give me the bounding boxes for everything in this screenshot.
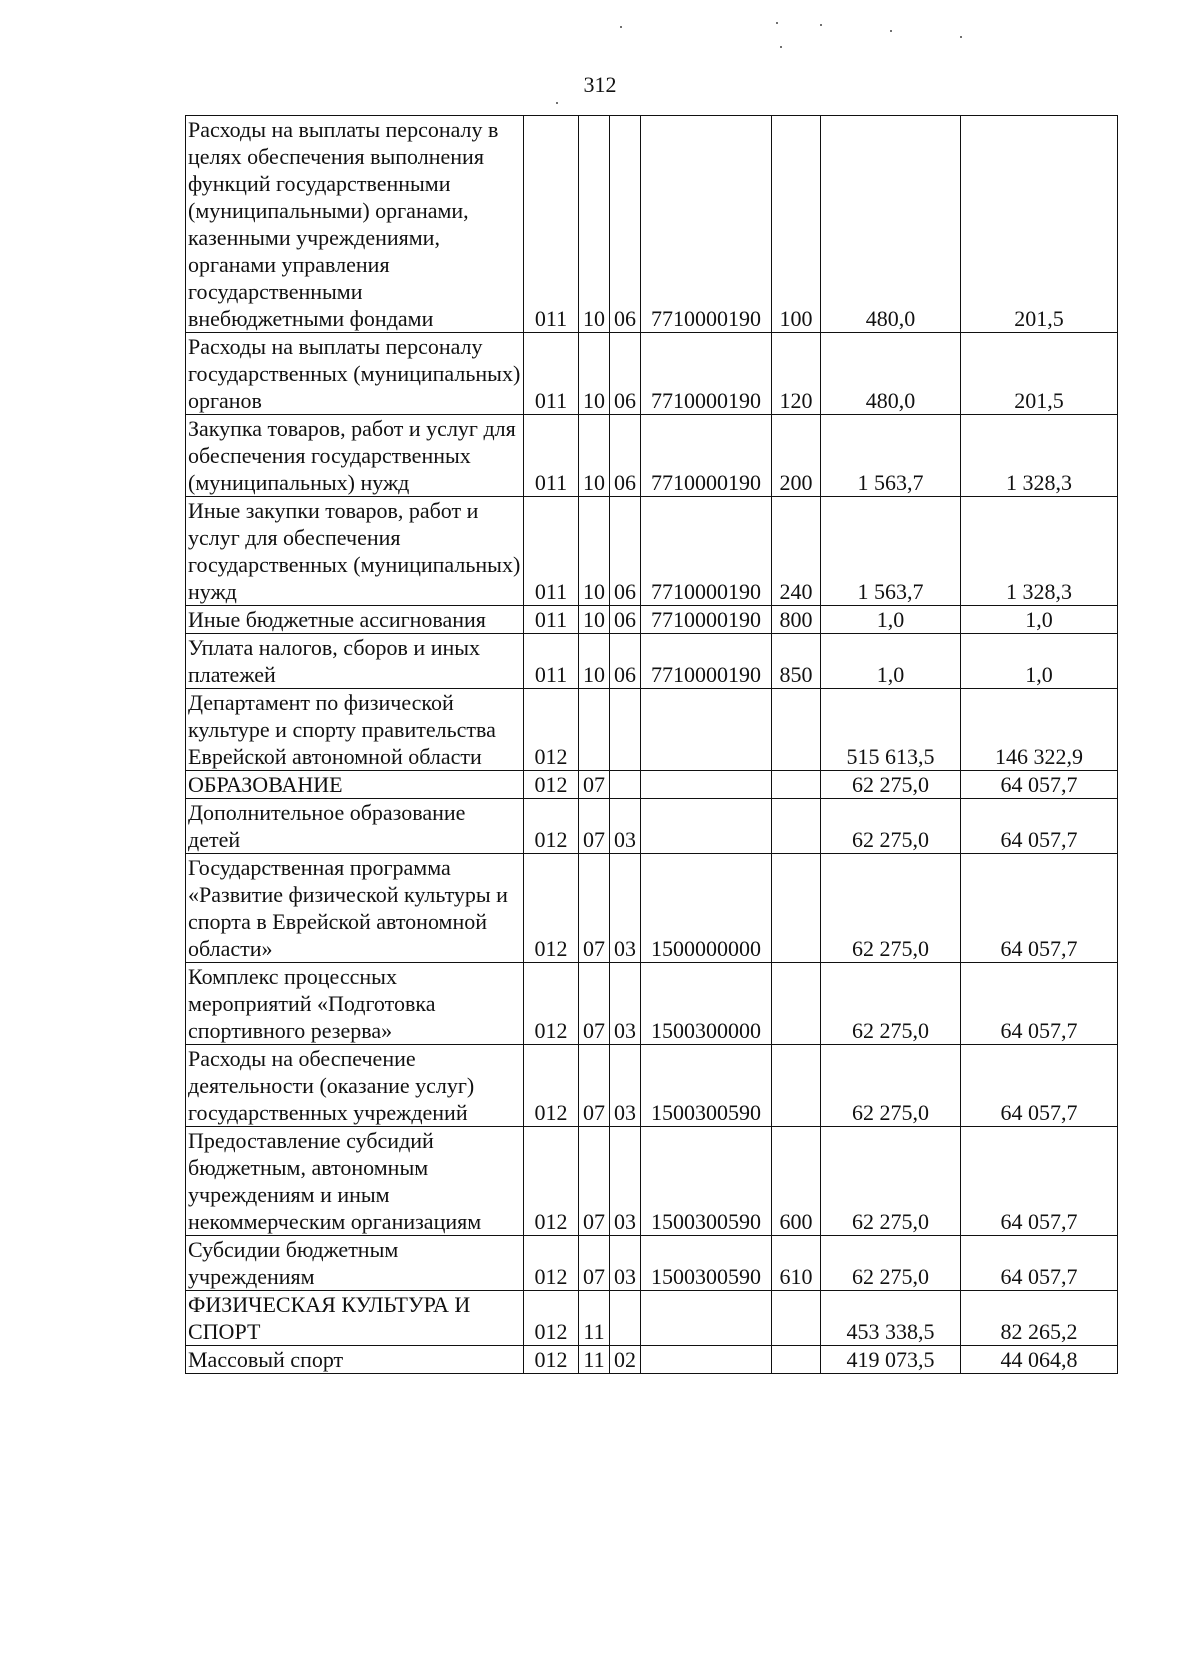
target-article-code: 7710000190	[641, 497, 772, 606]
amount-year-1: 1,0	[821, 606, 961, 634]
ministry-code: 011	[524, 333, 579, 415]
amount-year-1: 515 613,5	[821, 689, 961, 771]
table-row	[186, 1127, 1118, 1236]
subsection-code: 03	[610, 1127, 641, 1236]
target-article-code: 7710000190	[641, 606, 772, 634]
table-row	[186, 854, 1118, 963]
row-name: Расходы на выплаты персоналу в целях обеспечения выполнения функций государственными (муниципальными) органами, казенными учреждениями, органами управления государственными внебюджетными фондами	[186, 116, 524, 333]
amount-year-1: 480,0	[821, 116, 961, 333]
amount-year-2: 1 328,3	[961, 497, 1118, 606]
section-code: 11	[579, 1346, 610, 1374]
section-code: 10	[579, 116, 610, 333]
target-article-code	[641, 771, 772, 799]
table-row	[186, 497, 1118, 606]
budget-table	[185, 115, 1118, 1374]
section-code: 10	[579, 333, 610, 415]
expense-type-code	[772, 799, 821, 854]
row-name: Иные закупки товаров, работ и услуг для обеспечения государственных (муниципальных) нужд	[186, 497, 524, 606]
subsection-code: 06	[610, 116, 641, 333]
subsection-code: 06	[610, 606, 641, 634]
subsection-code: 06	[610, 333, 641, 415]
section-code: 07	[579, 1127, 610, 1236]
section-code: 07	[579, 1236, 610, 1291]
amount-year-2: 64 057,7	[961, 963, 1118, 1045]
ministry-code: 012	[524, 1236, 579, 1291]
row-name: Расходы на выплаты персоналу государственных (муниципальных) органов	[186, 333, 524, 415]
section-code: 10	[579, 634, 610, 689]
table-row	[186, 415, 1118, 497]
table-row	[186, 1291, 1118, 1346]
budget-table-body	[186, 116, 1118, 1374]
target-article-code	[641, 689, 772, 771]
expense-type-code	[772, 1346, 821, 1374]
row-name: Закупка товаров, работ и услуг для обеспечения государственных (муниципальных) нужд	[186, 415, 524, 497]
row-name: ФИЗИЧЕСКАЯ КУЛЬТУРА И СПОРТ	[186, 1291, 524, 1346]
scan-speck	[620, 26, 622, 28]
amount-year-2: 146 322,9	[961, 689, 1118, 771]
row-name: Иные бюджетные ассигнования	[186, 606, 524, 634]
expense-type-code: 610	[772, 1236, 821, 1291]
target-article-code: 7710000190	[641, 116, 772, 333]
ministry-code: 011	[524, 497, 579, 606]
row-name: Массовый спорт	[186, 1346, 524, 1374]
row-name: Уплата налогов, сборов и иных платежей	[186, 634, 524, 689]
section-code: 10	[579, 606, 610, 634]
row-name: Комплекс процессных мероприятий «Подготовка спортивного резерва»	[186, 963, 524, 1045]
expense-type-code	[772, 771, 821, 799]
subsection-code	[610, 1291, 641, 1346]
amount-year-1: 62 275,0	[821, 1236, 961, 1291]
page-number: 312	[583, 72, 617, 97]
table-row	[186, 333, 1118, 415]
ministry-code: 012	[524, 1291, 579, 1346]
subsection-code: 03	[610, 1045, 641, 1127]
amount-year-2: 64 057,7	[961, 799, 1118, 854]
expense-type-code: 200	[772, 415, 821, 497]
target-article-code	[641, 1291, 772, 1346]
subsection-code	[610, 771, 641, 799]
target-article-code	[641, 1346, 772, 1374]
expense-type-code	[772, 854, 821, 963]
scan-speck	[776, 22, 778, 24]
amount-year-1: 62 275,0	[821, 963, 961, 1045]
table-row	[186, 799, 1118, 854]
ministry-code: 012	[524, 963, 579, 1045]
amount-year-2: 201,5	[961, 116, 1118, 333]
ministry-code: 012	[524, 1346, 579, 1374]
expense-type-code	[772, 1291, 821, 1346]
table-row	[186, 606, 1118, 634]
subsection-code: 02	[610, 1346, 641, 1374]
section-code: 07	[579, 799, 610, 854]
amount-year-1: 62 275,0	[821, 799, 961, 854]
amount-year-2: 82 265,2	[961, 1291, 1118, 1346]
section-code: 10	[579, 497, 610, 606]
amount-year-1: 62 275,0	[821, 1127, 961, 1236]
section-code: 11	[579, 1291, 610, 1346]
subsection-code: 03	[610, 799, 641, 854]
subsection-code: 03	[610, 1236, 641, 1291]
expense-type-code: 120	[772, 333, 821, 415]
target-article-code: 7710000190	[641, 415, 772, 497]
amount-year-1: 62 275,0	[821, 771, 961, 799]
target-article-code: 1500300590	[641, 1236, 772, 1291]
ministry-code: 011	[524, 415, 579, 497]
ministry-code: 012	[524, 771, 579, 799]
expense-type-code	[772, 963, 821, 1045]
ministry-code: 011	[524, 634, 579, 689]
ministry-code: 012	[524, 1127, 579, 1236]
target-article-code: 1500000000	[641, 854, 772, 963]
ministry-code: 011	[524, 116, 579, 333]
target-article-code	[641, 799, 772, 854]
row-name: Субсидии бюджетным учреждениям	[186, 1236, 524, 1291]
amount-year-2: 64 057,7	[961, 1127, 1118, 1236]
row-name: Расходы на обеспечение деятельности (оказание услуг) государственных учреждений	[186, 1045, 524, 1127]
ministry-code: 012	[524, 689, 579, 771]
target-article-code: 7710000190	[641, 333, 772, 415]
scan-speck	[556, 102, 558, 104]
subsection-code	[610, 689, 641, 771]
amount-year-2: 201,5	[961, 333, 1118, 415]
target-article-code: 1500300000	[641, 963, 772, 1045]
section-code	[579, 689, 610, 771]
amount-year-1: 62 275,0	[821, 854, 961, 963]
amount-year-2: 1,0	[961, 606, 1118, 634]
scan-speck	[780, 46, 782, 48]
table-row	[186, 1346, 1118, 1374]
ministry-code: 011	[524, 606, 579, 634]
expense-type-code	[772, 1045, 821, 1127]
expense-type-code: 240	[772, 497, 821, 606]
table-row	[186, 634, 1118, 689]
section-code: 07	[579, 854, 610, 963]
row-name: ОБРАЗОВАНИЕ	[186, 771, 524, 799]
subsection-code: 06	[610, 634, 641, 689]
section-code: 07	[579, 963, 610, 1045]
table-row	[186, 116, 1118, 333]
amount-year-2: 64 057,7	[961, 1045, 1118, 1127]
amount-year-1: 1 563,7	[821, 415, 961, 497]
row-name: Предоставление субсидий бюджетным, автономным учреждениям и иным некоммерческим организациям	[186, 1127, 524, 1236]
section-code: 07	[579, 1045, 610, 1127]
ministry-code: 012	[524, 854, 579, 963]
target-article-code: 1500300590	[641, 1045, 772, 1127]
section-code: 07	[579, 771, 610, 799]
ministry-code: 012	[524, 799, 579, 854]
expense-type-code: 800	[772, 606, 821, 634]
subsection-code: 06	[610, 415, 641, 497]
ministry-code: 012	[524, 1045, 579, 1127]
amount-year-1: 1,0	[821, 634, 961, 689]
amount-year-1: 62 275,0	[821, 1045, 961, 1127]
row-name: Дополнительное образование детей	[186, 799, 524, 854]
table-row	[186, 689, 1118, 771]
amount-year-2: 64 057,7	[961, 1236, 1118, 1291]
amount-year-2: 44 064,8	[961, 1346, 1118, 1374]
subsection-code: 03	[610, 963, 641, 1045]
expense-type-code: 600	[772, 1127, 821, 1236]
amount-year-1: 480,0	[821, 333, 961, 415]
amount-year-1: 419 073,5	[821, 1346, 961, 1374]
amount-year-2: 1,0	[961, 634, 1118, 689]
amount-year-2: 64 057,7	[961, 771, 1118, 799]
expense-type-code: 100	[772, 116, 821, 333]
target-article-code: 7710000190	[641, 634, 772, 689]
amount-year-2: 1 328,3	[961, 415, 1118, 497]
scan-speck	[890, 30, 892, 32]
table-row	[186, 771, 1118, 799]
scan-speck	[960, 36, 962, 38]
row-name: Государственная программа «Развитие физической культуры и спорта в Еврейской автономной области»	[186, 854, 524, 963]
scan-speck	[820, 24, 822, 26]
expense-type-code	[772, 689, 821, 771]
table-row	[186, 1045, 1118, 1127]
row-name: Департамент по физической культуре и спорту правительства Еврейской автономной области	[186, 689, 524, 771]
table-row	[186, 963, 1118, 1045]
amount-year-1: 453 338,5	[821, 1291, 961, 1346]
target-article-code: 1500300590	[641, 1127, 772, 1236]
subsection-code: 06	[610, 497, 641, 606]
table-row	[186, 1236, 1118, 1291]
amount-year-2: 64 057,7	[961, 854, 1118, 963]
expense-type-code: 850	[772, 634, 821, 689]
section-code: 10	[579, 415, 610, 497]
subsection-code: 03	[610, 854, 641, 963]
amount-year-1: 1 563,7	[821, 497, 961, 606]
